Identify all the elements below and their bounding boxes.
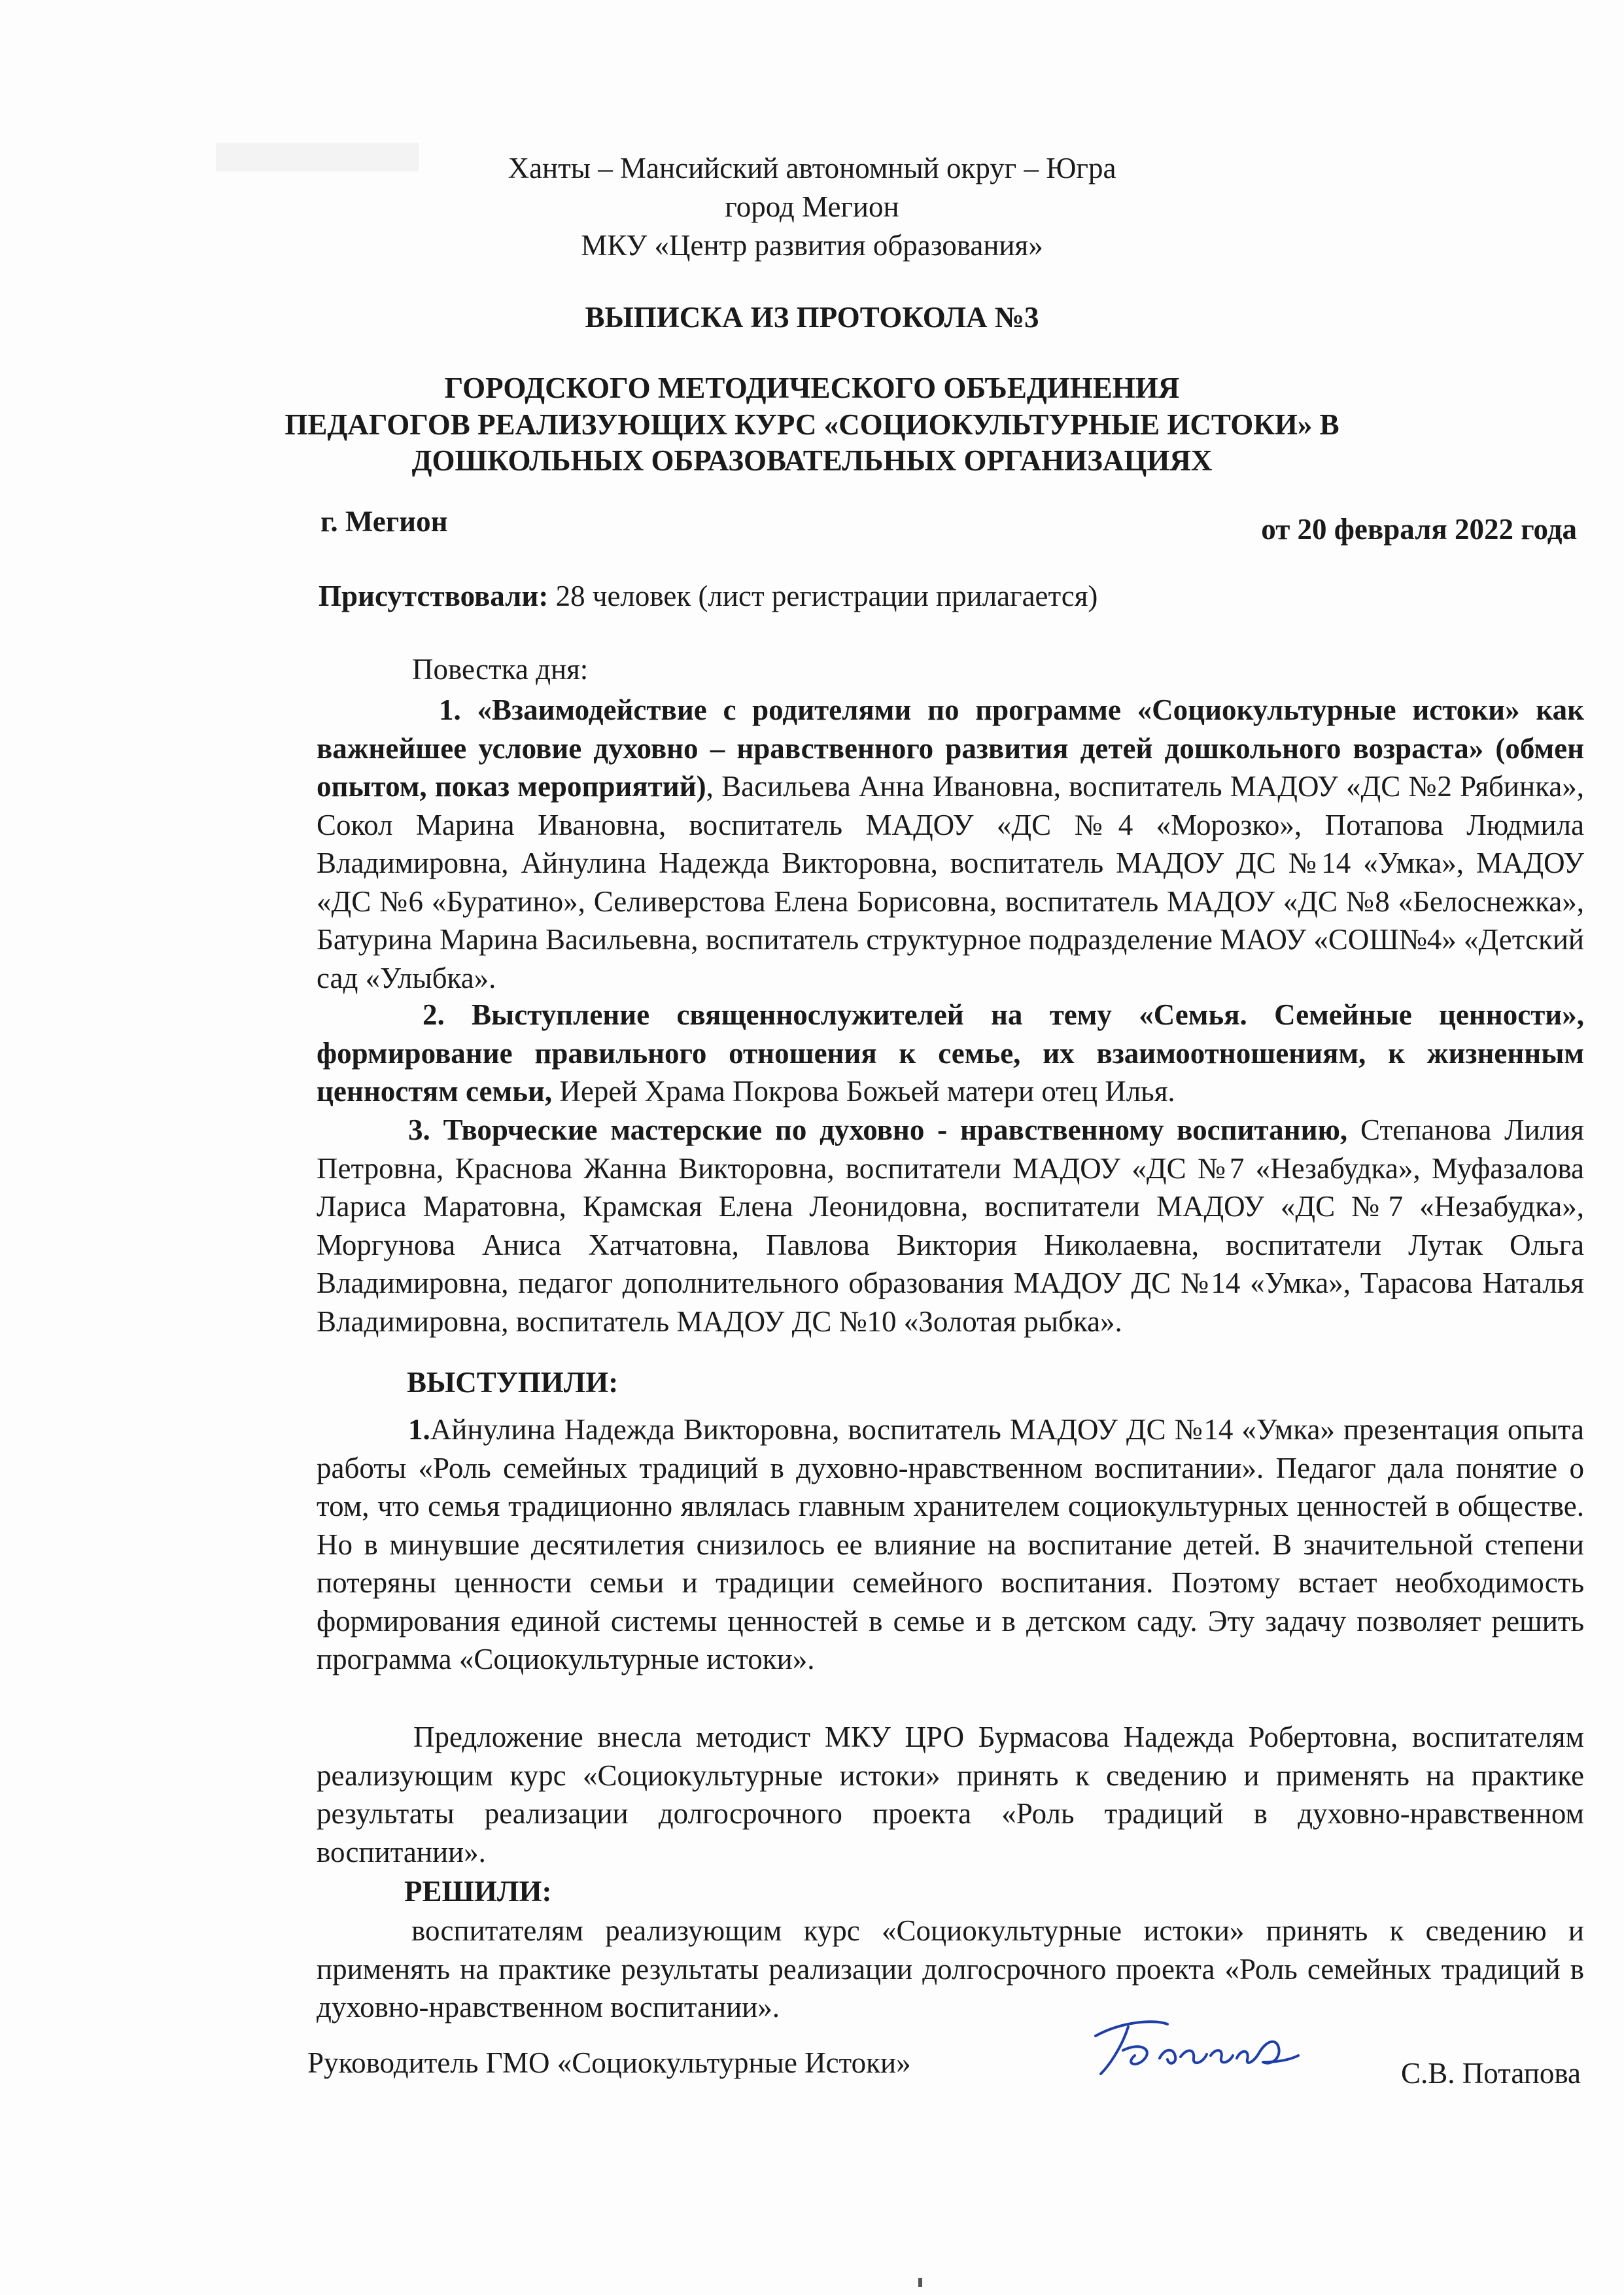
agenda-item-2 <box>317 996 1584 1111</box>
agenda-item-2-title: 2. Выступление священнослужителей на тему «Семья. Семейные ценности», формирование правильного отношения к семье, их взаимоотношениям, к жизненным ценностям семьи, <box>317 998 1584 1108</box>
document-subtitle-line1: ГОРОДСКОГО МЕТОДИЧЕСКОГО ОБЪЕДИНЕНИЯ <box>444 372 1180 404</box>
region-line: Ханты – Мансийский автономный округ – Югра <box>508 152 1116 184</box>
decision-paragraph: воспитателям реализующим курс «Социокультурные истоки» принять к сведению и применять на практике результаты реализации долгосрочного проекта «Роль семейных традиций в духовно-нравственном воспитании». <box>317 1914 1584 2023</box>
document-title: ВЫПИСКА ИЗ ПРОТОКОЛА №3 <box>585 301 1039 334</box>
agenda-item-3 <box>317 1111 1584 1340</box>
proposal-paragraph: Предложение внесла методист МКУ ЦРО Бурмасова Надежда Робертовна, воспитателям реализующим курс «Социокультурные истоки» принять к сведению и применять на практике результаты реализации долгосрочного проекта «Роль традиций в духовно-нравственном воспитании». <box>317 1721 1584 1868</box>
signature-stroke <box>1096 2022 1298 2074</box>
speaker-item-1-number: 1. <box>408 1413 430 1446</box>
agenda-item-3-text: Степанова Лилия Петровна, Краснова Жанна Викторовна, воспитатели МАДОУ «ДС №7 «Незабудка», Муфазалова Лариса Маратовна, Крамская Елена Леонидовна, воспитатели МАДОУ «ДС №7 «Незабудка», Моргунова Аниса Хатчатовна, Павлова Виктория Николаевна, воспитатели Лутак Ольга Владимировна, педагог дополнительного образования МАДОУ ДС №14 «Умка», Тарасова Наталья Владимировна, воспитатель МАДОУ ДС №10 «Золотая рыбка». <box>317 1113 1584 1338</box>
signoff-position: Руководитель ГМО «Социокультурные Истоки» <box>307 2046 911 2079</box>
scan-speck <box>918 2278 922 2287</box>
speaker-item-1 <box>317 1410 1584 1679</box>
agenda-item-1 <box>317 691 1584 997</box>
document-place: г. Мегион <box>320 505 448 538</box>
document-date: от 20 февраля 2022 года <box>1261 513 1577 546</box>
signoff-name: С.В. Потапова <box>1401 2057 1581 2090</box>
attendance-label: Присутствовали: <box>319 580 549 612</box>
institution-line: МКУ «Центр развития образования» <box>581 229 1043 262</box>
agenda-item-1-title: 1. «Взаимодействие с родителями по программе «Социокультурные истоки» как важнейшее условие духовно – нравственного развития детей дошкольного возраста» (обмен опытом, показ мероприятий) <box>317 693 1584 803</box>
signature <box>1082 1995 1331 2094</box>
agenda-heading: Повестка дня: <box>412 653 589 686</box>
agenda-item-2-text: Иерей Храма Покрова Божьей матери отец Илья. <box>552 1075 1175 1108</box>
speaker-item-1-text: Айнулина Надежда Викторовна, воспитатель МАДОУ ДС №14 «Умка» презентация опыта работы «Роль семейных традиций в духовно-нравственном воспитании». Педагог дала понятие о том, что семья традиционно являлась главным хранителем социокультурных ценностей в обществе. Но в минувшие десятилетия снизилось ее влияние на воспитание детей. В значительной степени потеряны ценности семьи и традиции семейного воспитания. Поэтому встает необходимость формирования единой системы ценностей в семье и в детском саду. Эту задачу позволяет решить программа «Социокультурные истоки». <box>317 1413 1584 1675</box>
attendance-value: 28 человек (лист регистрации прилагается) <box>548 580 1098 612</box>
decision-heading: РЕШИЛИ: <box>404 1875 552 1908</box>
city-line: город Мегион <box>725 190 899 223</box>
attendance-line <box>319 577 1561 615</box>
agenda-item-1-text: , Васильева Анна Ивановна, воспитатель МАДОУ «ДС №2 Рябинка», Сокол Марина Ивановна, воспитатель МАДОУ «ДС №4 «Морозко», Потапова Людмила Владимировна, Айнулина Надежда Викторовна, воспитатель МАДОУ ДС №14 «Умка», МАДОУ «ДС №6 «Буратино», Селиверстова Елена Борисовна, воспитатель МАДОУ «ДС №8 «Белоснежка», Батурина Марина Васильевна, воспитатель структурное подразделение МАОУ «СОШ№4» «Детский сад «Улыбка». <box>317 770 1585 994</box>
speakers-heading: ВЫСТУПИЛИ: <box>407 1366 619 1399</box>
agenda-item-3-title: 3. Творческие мастерские по духовно - нравственному воспитанию, <box>408 1113 1348 1146</box>
document-subtitle-line2: ПЕДАГОГОВ РЕАЛИЗУЮЩИХ КУРС «СОЦИОКУЛЬТУРНЫЕ ИСТОКИ» В <box>285 408 1339 441</box>
document-subtitle-line3: ДОШКОЛЬНЫХ ОБРАЗОВАТЕЛЬНЫХ ОРГАНИЗАЦИЯХ <box>411 444 1213 477</box>
